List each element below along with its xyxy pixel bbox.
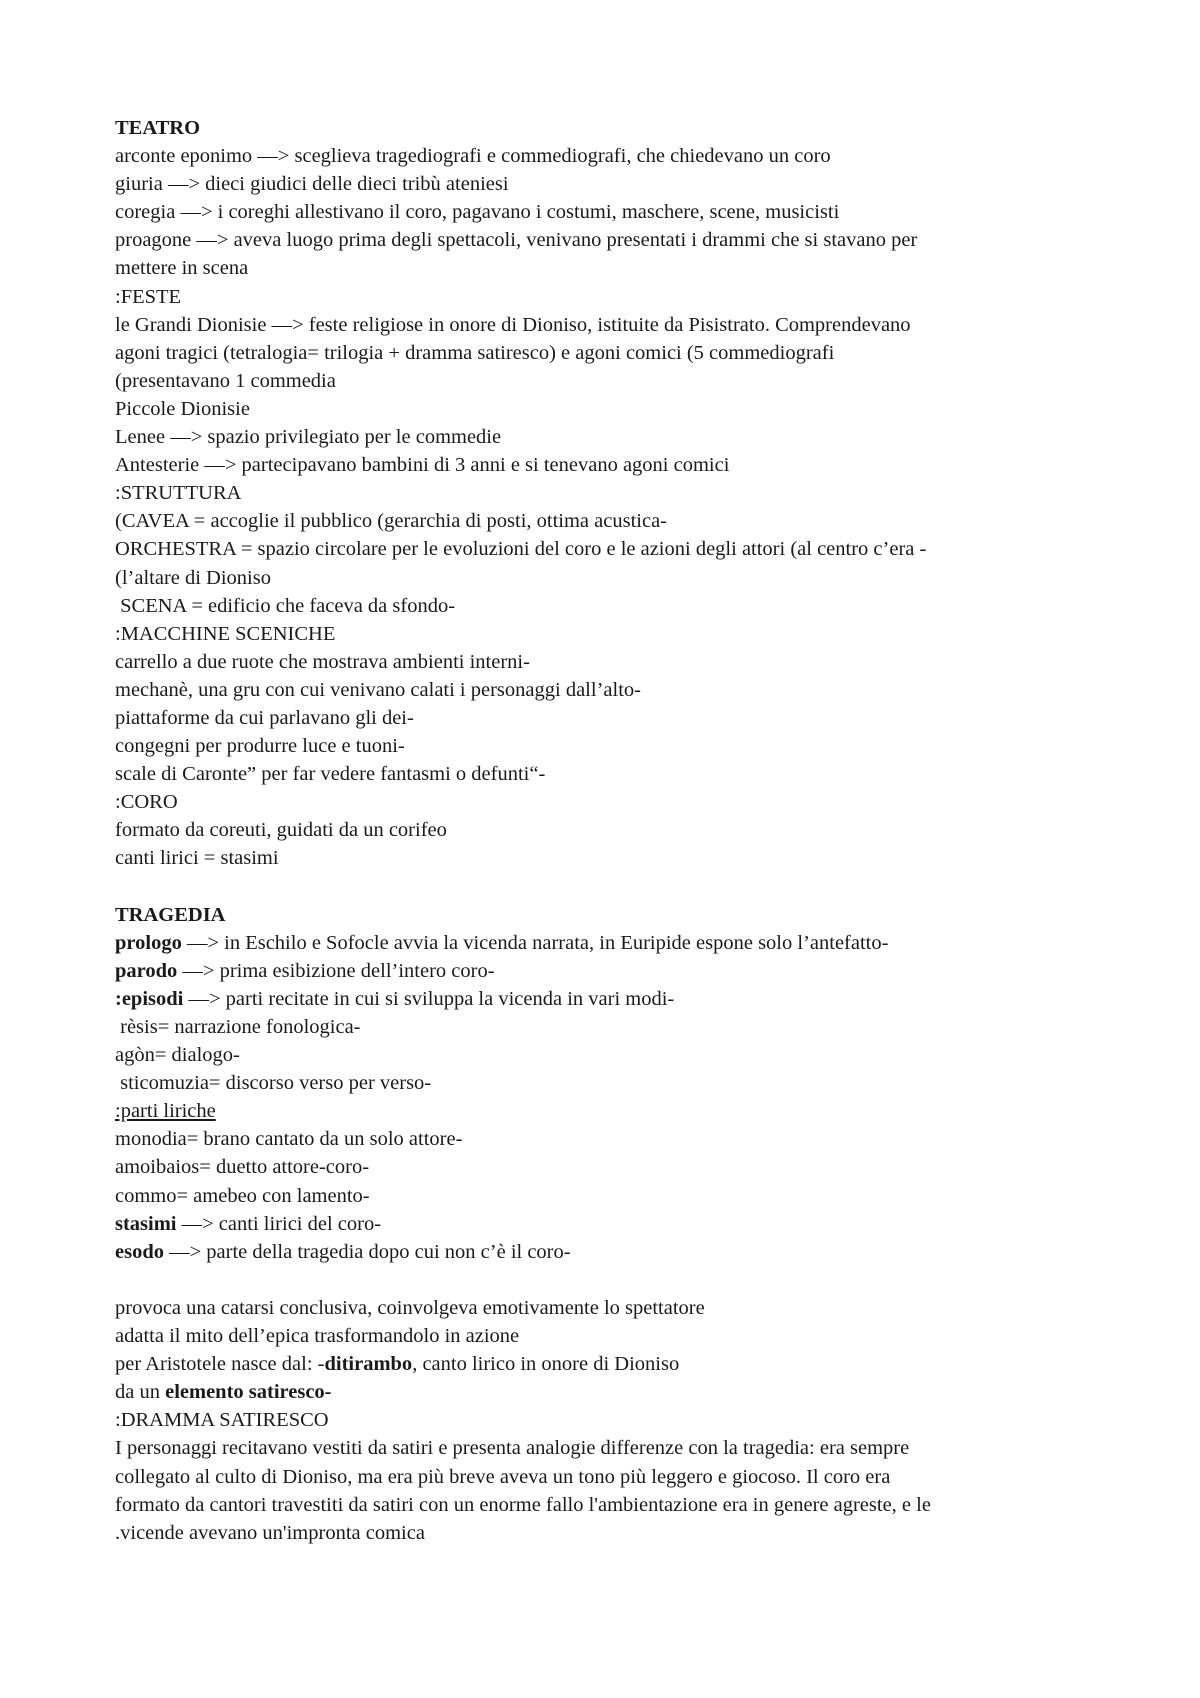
subheading-feste: :FESTE <box>115 285 182 308</box>
text-line: sticomuzia= discorso verso per verso- <box>115 1072 432 1095</box>
term-esodo: esodo <box>115 1240 164 1263</box>
text-line: Antesterie —> partecipavano bambini di 3 anni e si tenevano agoni comici <box>115 454 730 477</box>
text-line: I personaggi recitavano vestiti da satiri e presenta analogie differenze con la tragedia: era sempre <box>115 1437 910 1460</box>
text-line: (CAVEA = accoglie il pubblico (gerarchia di posti, ottima acustica- <box>115 510 667 533</box>
text-line: amoibaios= duetto attore-coro- <box>115 1156 370 1179</box>
subheading-dramma-satiresco: :DRAMMA SATIRESCO <box>115 1409 329 1432</box>
text-line: provoca una catarsi conclusiva, coinvolgeva emotivamente lo spettatore <box>115 1296 705 1319</box>
text-line: (l’altare di Dioniso <box>115 566 271 589</box>
section-heading-teatro: TEATRO <box>115 117 201 139</box>
text-line: monodia= brano cantato da un solo attore- <box>115 1128 463 1151</box>
text-line: collegato al culto di Dioniso, ma era più breve aveva un tono più leggero e giocoso. Il coro era <box>115 1465 891 1488</box>
parti-liriche-label: :parti liriche <box>115 1100 216 1123</box>
text-line: formato da cantori travestiti da satiri con un enorme fallo l'ambientazione era in genere agreste, e le <box>115 1493 931 1516</box>
text-line-parodo <box>115 957 1125 985</box>
text-line-stasimi <box>115 1210 1125 1238</box>
definition-text: —> parte della tragedia dopo cui non c’è il coro- <box>163 1240 571 1263</box>
term-elemento-satiresco: elemento satiresco- <box>165 1381 332 1404</box>
text-line: (presentavano 1 commedia <box>115 369 336 392</box>
text-line: proagone —> aveva luogo prima degli spettacoli, venivano presentati i drammi che si stavano per <box>115 229 918 252</box>
text-line-prologo <box>115 929 1125 957</box>
definition-text: —> prima esibizione dell’intero coro- <box>177 959 495 982</box>
definition-text: —> parti recitate in cui si sviluppa la vicenda in vari modi- <box>183 987 675 1010</box>
term-stasimi: stasimi <box>115 1212 177 1235</box>
term-prologo: prologo <box>115 931 182 954</box>
text-line: carrello a due ruote che mostrava ambienti interni- <box>115 650 530 673</box>
section-heading-tragedia: TRAGEDIA <box>115 903 226 926</box>
text-line: formato da coreuti, guidati da un corifeo <box>115 819 447 842</box>
text-line-esodo <box>115 1238 1125 1266</box>
text-line: canti lirici = stasimi <box>115 847 279 870</box>
text-line: le Grandi Dionisie —> feste religiose in onore di Dioniso, istituite da Pisistrato. Comprendevano <box>115 313 911 336</box>
paragraph-spacer <box>115 873 1125 901</box>
term-ditirambo: ditirambo <box>324 1353 413 1376</box>
text-line: commo= amebeo con lamento- <box>115 1184 370 1207</box>
text-line: Lenee —> spazio privilegiato per le commedie <box>115 426 502 449</box>
paragraph-spacer <box>115 1266 1125 1294</box>
text-line: scale di Caronte” per far vedere fantasmi o defunti“- <box>115 763 546 786</box>
text-line-satiresco <box>115 1378 1125 1406</box>
subheading-struttura: :STRUTTURA <box>115 482 242 505</box>
text-line: agoni tragici (tetralogia= trilogia + dramma satiresco) e agoni comici (5 commediografi <box>115 341 835 364</box>
text-line: .vicende avevano un'impronta comica <box>115 1521 425 1544</box>
text-segment: per Aristotele nasce dal: - <box>115 1353 325 1376</box>
episodi-prefix: : <box>115 987 122 1010</box>
term-episodi: episodi <box>121 987 184 1010</box>
term-parodo: parodo <box>115 959 178 982</box>
text-line: mechanè, una gru con cui venivano calati i personaggi dall’alto- <box>115 678 641 701</box>
text-line-episodi <box>115 985 1125 1013</box>
text-line: agòn= dialogo- <box>115 1044 240 1067</box>
definition-text: —> in Eschilo e Sofocle avvia la vicenda narrata, in Euripide espone solo l’antefatto- <box>181 931 889 954</box>
subheading-macchine-sceniche: :MACCHINE SCENICHE <box>115 622 336 645</box>
text-segment: da un <box>115 1381 166 1404</box>
text-line: giuria —> dieci giudici delle dieci tribù ateniesi <box>115 173 509 196</box>
text-line-aristotele <box>115 1350 1125 1378</box>
document-page <box>115 114 1125 1547</box>
text-line: rèsis= narrazione fonologica- <box>115 1016 361 1038</box>
subheading-parti-liriche <box>115 1097 1125 1125</box>
text-line: congegni per produrre luce e tuoni- <box>115 735 405 758</box>
text-line: mettere in scena <box>115 257 249 280</box>
text-segment: , canto lirico in onore di Dioniso <box>412 1353 680 1376</box>
text-line: Piccole Dionisie <box>115 397 250 420</box>
definition-text: —> canti lirici del coro- <box>176 1212 382 1235</box>
subheading-coro: :CORO <box>115 791 178 814</box>
text-line: adatta il mito dell’epica trasformandolo in azione <box>115 1325 520 1348</box>
text-line: coregia —> i coreghi allestivano il coro, pagavano i costumi, maschere, scene, musicisti <box>115 201 840 224</box>
text-line: piattaforme da cui parlavano gli dei- <box>115 706 414 729</box>
text-line: ORCHESTRA = spazio circolare per le evoluzioni del coro e le azioni degli attori (al centro c’era - <box>115 538 927 561</box>
text-line: arconte eponimo —> sceglieva tragediografi e commediografi, che chiedevano un coro <box>115 145 831 168</box>
text-line: SCENA = edificio che faceva da sfondo- <box>115 594 456 617</box>
